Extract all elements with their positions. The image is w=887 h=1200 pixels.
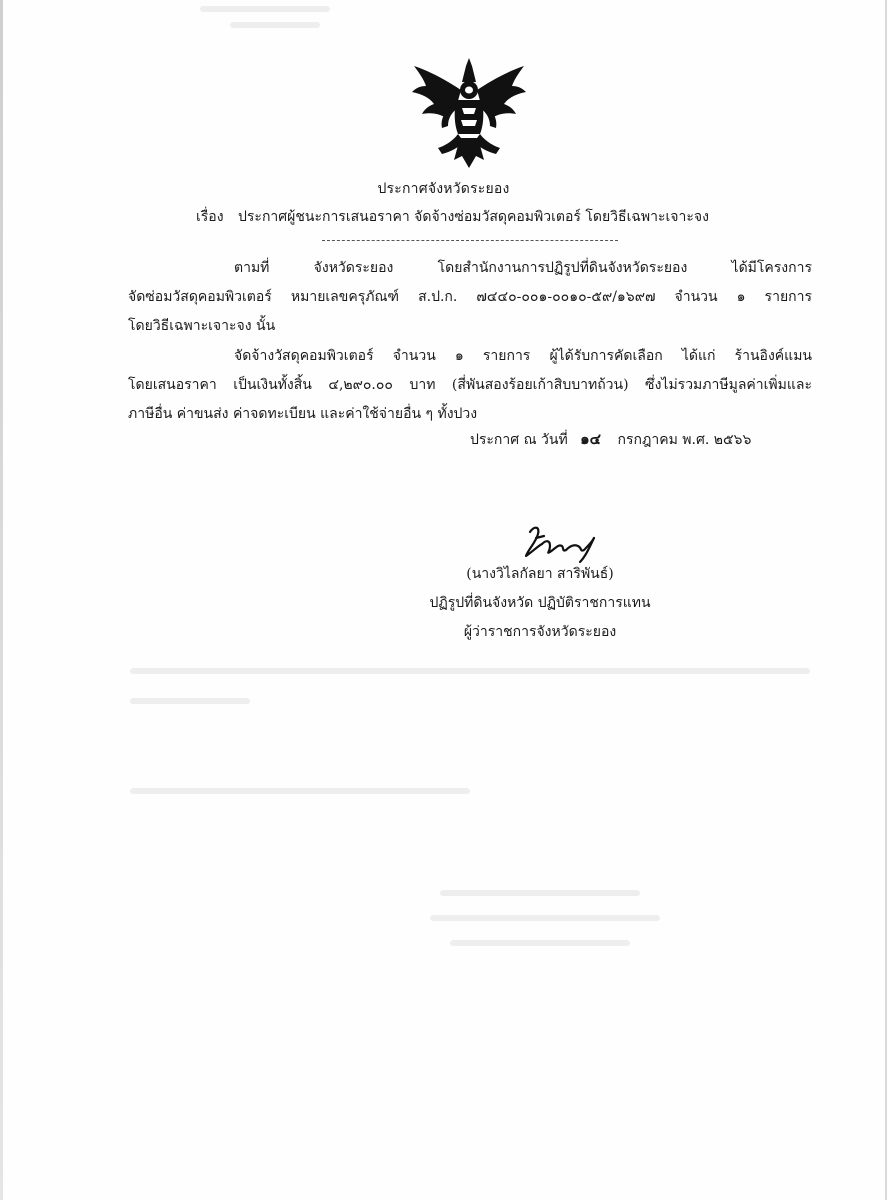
show-through-mark bbox=[450, 940, 630, 946]
show-through-mark bbox=[130, 698, 250, 704]
signer-title: ผู้ว่าราชการจังหวัดระยอง bbox=[463, 624, 617, 640]
subject-label: เรื่อง bbox=[196, 209, 224, 225]
show-through-mark bbox=[430, 915, 660, 921]
show-through-mark bbox=[200, 6, 330, 12]
show-through-mark bbox=[130, 668, 810, 674]
show-through-mark bbox=[440, 890, 640, 896]
announcement-subject bbox=[196, 206, 709, 228]
announcement-heading: ประกาศจังหวัดระยอง bbox=[377, 181, 510, 197]
paragraph-2-line-1: จัดจ้างวัสดุคอมพิวเตอร์ จำนวน ๑ รายการ ผู้ได้รับการคัดเลือก ได้แก่ ร้านอิงค์แมน bbox=[234, 348, 812, 364]
garuda-emblem-icon bbox=[404, 52, 534, 172]
date-day: ๑๔ bbox=[580, 430, 602, 448]
date-prefix: ประกาศ ณ วันที่ bbox=[470, 432, 568, 448]
show-through-mark bbox=[130, 788, 470, 794]
date-month-year: กรกฎาคม พ.ศ. ๒๕๖๖ bbox=[617, 432, 752, 448]
paragraph-1-line-2: จัดซ่อมวัสดุคอมพิวเตอร์ หมายเลขครุภัณฑ์ ส.ป.ก. ๗๔๔๐-๐๐๑-๐๐๑๐-๕๙/๑๖๙๗ จำนวน ๑ รายการ bbox=[128, 289, 812, 305]
paragraph-1-line-3: โดยวิธีเฉพาะเจาะจง นั้น bbox=[128, 318, 276, 334]
handwritten-signature bbox=[520, 522, 600, 564]
divider-line bbox=[322, 240, 618, 241]
show-through-mark bbox=[230, 22, 320, 28]
paragraph-2-line-3: ภาษีอื่น ค่าขนส่ง ค่าจดทะเบียน และค่าใช้จ่ายอื่น ๆ ทั้งปวง bbox=[128, 406, 478, 422]
paragraph-1 bbox=[128, 254, 812, 341]
paragraph-1-line-1: ตามที่ จังหวัดระยอง โดยสำนักงานการปฏิรูปที่ดินจังหวัดระยอง ได้มีโครงการ bbox=[234, 260, 812, 276]
paragraph-2 bbox=[128, 342, 812, 429]
signature-block bbox=[410, 560, 670, 647]
paragraph-2-line-2: โดยเสนอราคา เป็นเงินทั้งสิ้น ๔,๒๙๐.๐๐ บาท (สี่พันสองร้อยเก้าสิบบาทถ้วน) ซึ่งไม่รวมภาษีมูลค่าเพิ่มและ bbox=[128, 377, 812, 393]
signer-position: ปฏิรูปที่ดินจังหวัด ปฏิบัติราชการแทน bbox=[429, 595, 651, 611]
signer-name: (นางวิไลกัลยา สาริพันธ์) bbox=[466, 566, 614, 582]
announcement-date bbox=[470, 427, 751, 451]
subject-text: ประกาศผู้ชนะการเสนอราคา จัดจ้างซ่อมวัสดุคอมพิวเตอร์ โดยวิธีเฉพาะเจาะจง bbox=[238, 209, 709, 225]
